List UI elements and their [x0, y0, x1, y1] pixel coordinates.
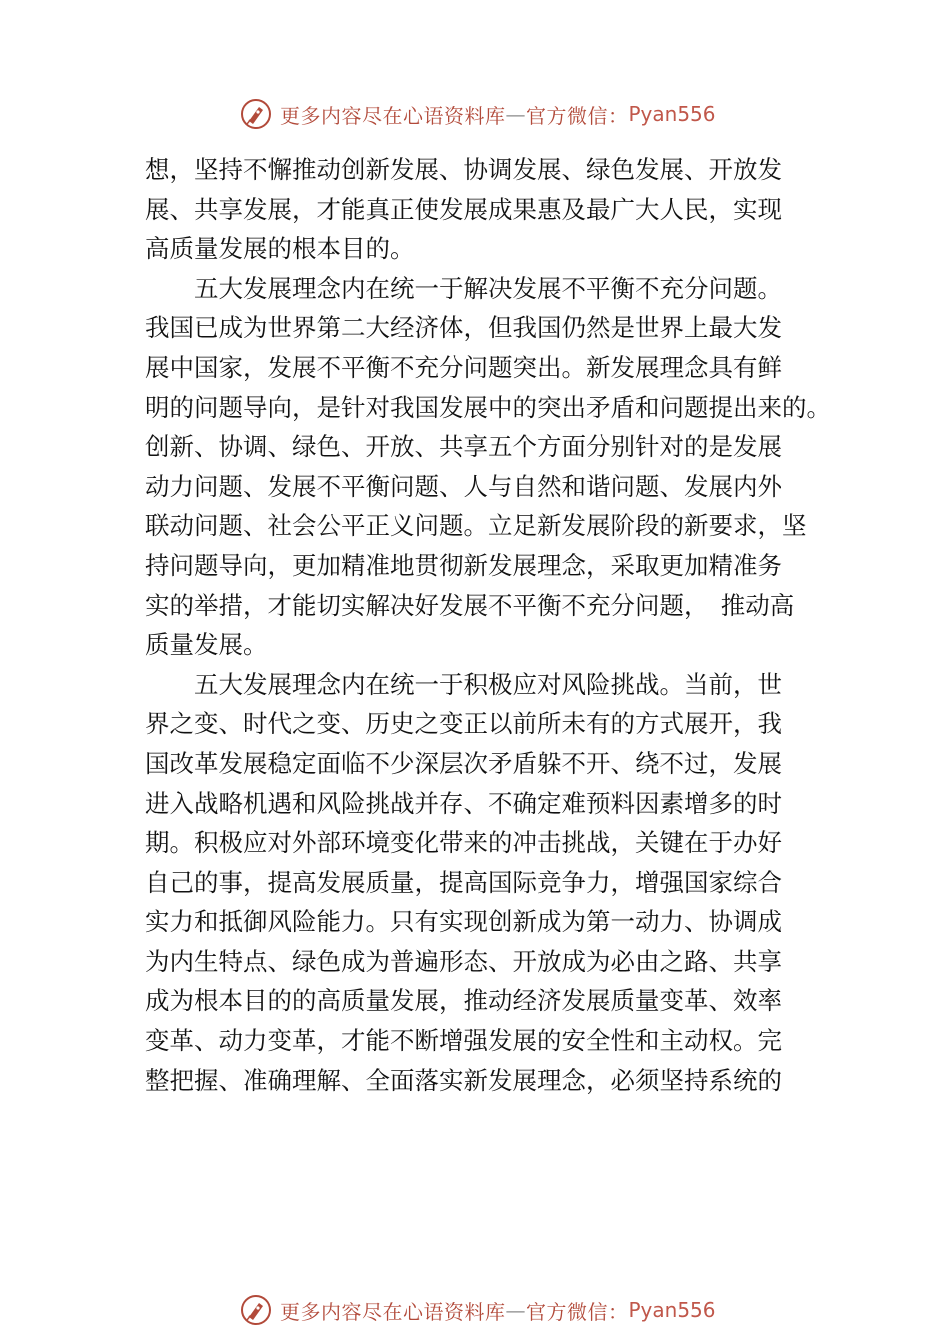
- body-line: 国改革发展稳定面临不少深层次矛盾躲不开、绕不过，发展: [145, 748, 782, 778]
- body-line: 联动问题、社会公平正义问题。立足新发展阶段的新要求，坚: [145, 511, 807, 541]
- header-wechat-label: 官方微信：: [526, 103, 629, 128]
- body-line: 期。积极应对外部环境变化带来的冲击挑战，关键在于办好: [145, 828, 782, 858]
- footer-banner-title: 更多内容尽在心语资料库: [280, 1299, 506, 1324]
- body-line: 高质量发展的根本目的。: [145, 234, 415, 264]
- footer-wechat-label: 官方微信：: [526, 1299, 629, 1324]
- pen-nib-logo-icon: [240, 98, 272, 130]
- body-line: 明的问题导向，是针对我国发展中的突出矛盾和问题提出来的。: [145, 392, 831, 422]
- body-line: 动力问题、发展不平衡问题、人与自然和谐问题、发展内外: [145, 471, 782, 501]
- header-banner: [0, 94, 950, 134]
- body-line: 我国已成为世界第二大经济体，但我国仍然是世界上最大发: [145, 313, 782, 343]
- body-line: 整把握、准确理解、全面落实新发展理念，必须坚持系统的: [145, 1065, 782, 1095]
- footer-banner: [0, 1290, 950, 1330]
- footer-wechat-id: Pyan556: [628, 1298, 716, 1322]
- document-body: [145, 150, 845, 1100]
- body-line: 界之变、时代之变、历史之变正以前所未有的方式展开，我: [145, 709, 782, 739]
- paragraph-start-line: 五大发展理念内在统一于解决发展不平衡不充分问题。: [145, 273, 782, 303]
- body-line: 想，坚持不懈推动创新发展、协调发展、绿色发展、开放发: [145, 155, 782, 184]
- footer-banner-dash: —: [505, 1298, 526, 1322]
- body-line: 实力和抵御风险能力。只有实现创新成为第一动力、协调成: [145, 907, 782, 937]
- body-line: 变革、动力变革，才能不断增强发展的安全性和主动权。完: [145, 1026, 782, 1056]
- body-line: 创新、协调、绿色、开放、共享五个方面分别针对的是发展: [145, 432, 782, 462]
- body-line: 为内生特点、绿色成为普遍形态、开放成为必由之路、共享: [145, 946, 782, 976]
- body-line: 持问题导向，更加精准地贯彻新发展理念，采取更加精准务: [145, 550, 782, 580]
- body-line: 进入战略机遇和风险挑战并存、不确定难预料因素增多的时: [145, 788, 782, 818]
- footer-banner-content: [240, 1290, 716, 1330]
- body-line: 成为根本目的的高质量发展，推动经济发展质量变革、效率: [145, 986, 782, 1016]
- body-line: 展、共享发展，才能真正使发展成果惠及最广大人民，实现: [145, 194, 782, 224]
- body-line: 质量发展。: [145, 630, 268, 660]
- pen-nib-logo-icon: [240, 1294, 272, 1326]
- body-line: 展中国家，发展不平衡不充分问题突出。新发展理念具有鲜: [145, 352, 782, 382]
- body-line: 实的举措，才能切实解决好发展不平衡不充分问题， 推动高: [145, 590, 795, 620]
- body-line: 自己的事，提高发展质量，提高国际竞争力，增强国家综合: [145, 867, 782, 897]
- paragraph-start-line: 五大发展理念内在统一于积极应对风险挑战。当前，世: [145, 669, 782, 699]
- header-banner-content: [240, 94, 716, 134]
- header-banner-dash: —: [505, 102, 526, 126]
- header-wechat-id: Pyan556: [628, 102, 716, 126]
- header-banner-title: 更多内容尽在心语资料库: [280, 103, 506, 128]
